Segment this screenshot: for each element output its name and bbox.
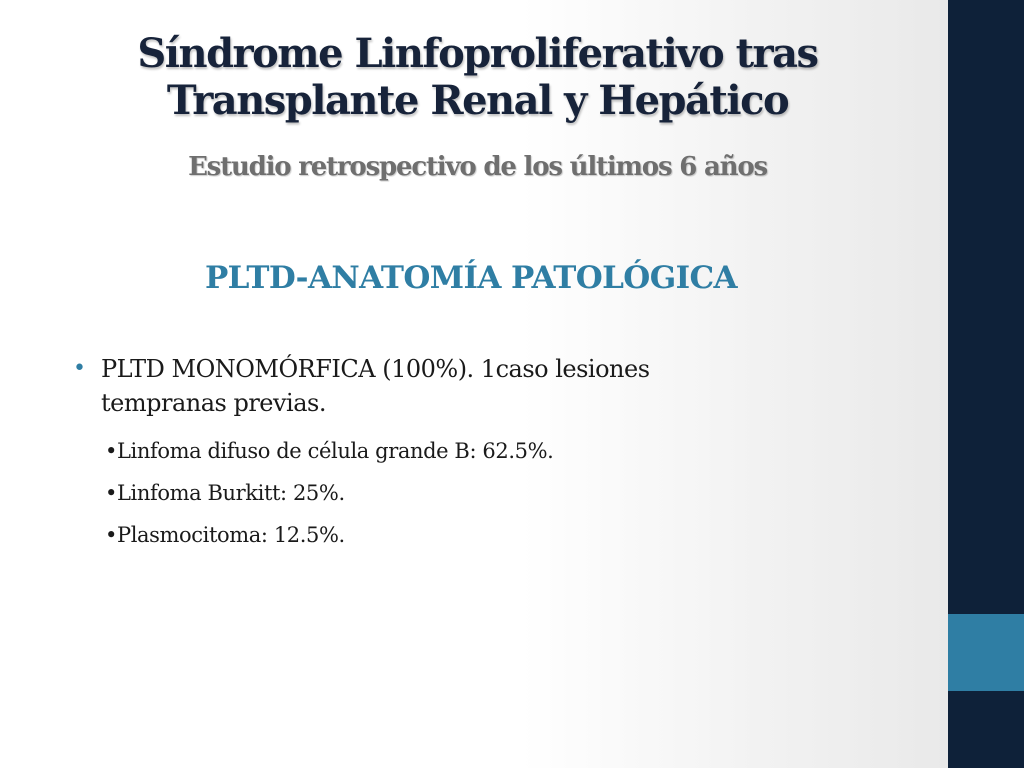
sub-bullet-list: [73, 430, 893, 556]
section-heading: PLTD-ANATOMÍA PATOLÓGICA: [204, 260, 738, 296]
slide-title: [60, 30, 895, 124]
sub-bullet-item: [105, 430, 893, 472]
slide-title-line-1: Síndrome Linfoproliferativo tras: [137, 30, 818, 77]
slide-subtitle: Estudio retrospectivo de los últimos 6 años: [188, 152, 767, 182]
slide-content: [73, 352, 893, 556]
sub-bullet-text: Linfoma Burkitt: 25%.: [117, 481, 345, 505]
bullet-text-line-1: PLTD MONOMÓRFICA (100%). 1caso lesiones: [101, 355, 650, 383]
bullet-text-line-2: tempranas previas.: [101, 389, 326, 417]
slide-title-line-2: Transplante Renal y Hepático: [166, 77, 789, 124]
sub-bullet-dot-icon: •: [105, 523, 117, 547]
bullet-dot-icon: •: [73, 356, 86, 381]
sub-bullet-text: Plasmocitoma: 12.5%.: [117, 523, 345, 547]
sub-bullet-text: Linfoma difuso de célula grande B: 62.5%.: [117, 439, 554, 463]
sub-bullet-item: [105, 514, 893, 556]
sub-bullet-item: [105, 472, 893, 514]
sub-bullet-dot-icon: •: [105, 439, 117, 463]
bullet-item: [73, 352, 893, 420]
sidebar-accent-block: [948, 614, 1024, 691]
sub-bullet-dot-icon: •: [105, 481, 117, 505]
